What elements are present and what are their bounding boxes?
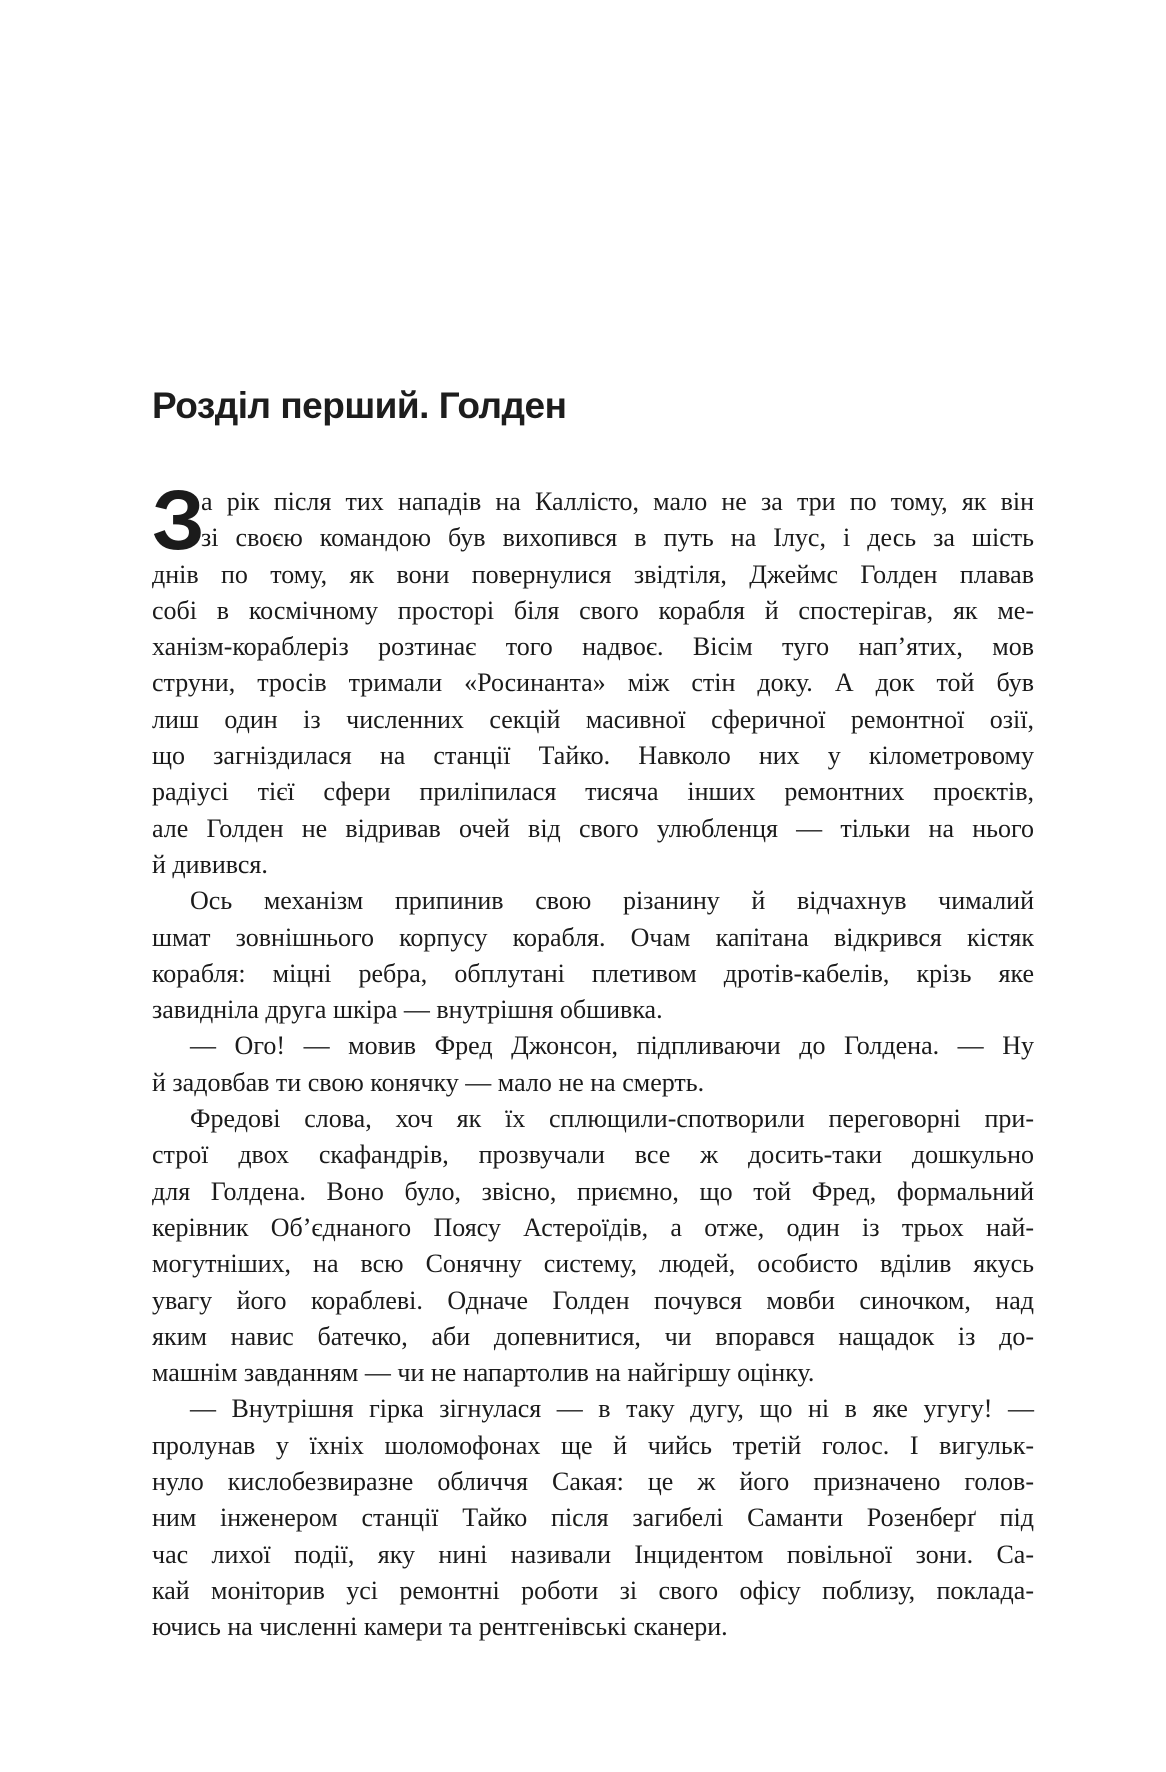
text-line: струни, тросів тримали «Росинанта» між стін доку. А док той був — [152, 668, 1034, 698]
text-line: — Внутрішня гірка зігнулася — в таку дугу, що ні в яке угугу! — — [190, 1394, 1034, 1424]
paragraph — [152, 1101, 1034, 1391]
paragraph — [152, 473, 1034, 883]
text-line: днів по тому, як вони повернулися звідтіля, Джеймс Голден плавав — [152, 559, 1034, 589]
text-line: строї двох скафандрів, прозвучали все ж досить-таки дошкульно — [152, 1140, 1034, 1170]
paragraph — [152, 1391, 1034, 1645]
paragraph — [152, 883, 1034, 1028]
text-line: а рік після тих нападів на Каллісто, мало не за три по тому, як він — [201, 487, 1034, 516]
text-line: ючись на численні камери та рентгенівські сканери. — [152, 1612, 728, 1642]
text-line: корабля: міцні ребра, обплутані плетивом дротів-кабелів, крізь яке — [152, 958, 1034, 988]
page-content — [152, 0, 1034, 1646]
text-line: яким навис батечко, аби допевнитися, чи впорався нащадок із до- — [152, 1321, 1034, 1351]
text-line: собі в космічному просторі біля свого корабля й спостерігав, як ме- — [152, 595, 1034, 625]
text-line: лиш один із численних секцій масивної сферичної ремонтної озії, — [152, 704, 1034, 734]
text-line: й дивився. — [152, 849, 268, 879]
text-line: але Голден не відривав очей від свого улюбленця — тільки на нього — [152, 813, 1034, 843]
text-line: ханізм-кораблеріз розтинає того надвоє. Вісім туго нап’ятих, мов — [152, 632, 1034, 662]
text-line: для Голдена. Воно було, звісно, приємно, що той Фред, формальний — [152, 1176, 1034, 1206]
text-line: ним інженером станції Тайко після загибелі Саманти Розенберґ під — [152, 1503, 1034, 1533]
text-line: кай моніторив усі ремонтні роботи зі свого офісу поблизу, поклада- — [152, 1575, 1034, 1605]
text-line: увагу його кораблеві. Одначе Голден почувся мовби синочком, над — [152, 1285, 1034, 1315]
text-line: зі своєю командою був вихопився в путь на Ілус, і десь за шість — [201, 523, 1034, 553]
paragraph — [152, 1028, 1034, 1101]
text-line: машнім завданням — чи не напартолив на найгіршу оцінку. — [152, 1358, 815, 1388]
text-line: й задовбав ти свою конячку — мало не на смерть. — [152, 1067, 705, 1097]
text-line: пролунав у їхніх шоломофонах ще й чийсь третій голос. І вигульк- — [152, 1430, 1034, 1460]
text-line: час лихої події, яку нині називали Інцидентом повільної зони. Са- — [152, 1539, 1034, 1569]
text-line: керівник Об’єднаного Поясу Астероїдів, а отже, один із трьох най- — [152, 1212, 1034, 1242]
text-line: — Ого! — мовив Фред Джонсон, підпливаючи до Голдена. — Ну — [190, 1031, 1034, 1061]
text-line: Фредові слова, хоч як їх сплющили-спотворили переговорні при- — [190, 1104, 1034, 1134]
text-line: шмат зовнішнього корпусу корабля. Очам капітана відкрився кістяк — [152, 922, 1034, 952]
text-block — [152, 473, 1034, 1646]
chapter-heading: Розділ перший. Голден — [152, 385, 567, 426]
text-line: могутніших, на всю Сонячну систему, людей, особисто вділив якусь — [152, 1249, 1034, 1279]
text-line: Ось механізм припинив свою різанину й відчахнув чималий — [190, 886, 1034, 916]
text-line: радіусі тієї сфери приліпилася тисяча інших ремонтних проєктів, — [152, 777, 1034, 807]
text-line: нуло кислобезвиразне обличчя Сакая: це ж його призначено голов- — [152, 1467, 1034, 1497]
drop-cap: З — [152, 473, 203, 567]
text-line: завидніла друга шкіра — внутрішня обшивка. — [152, 995, 663, 1025]
text-line: що загніздилася на станції Тайко. Навколо них у кілометровому — [152, 741, 1034, 771]
